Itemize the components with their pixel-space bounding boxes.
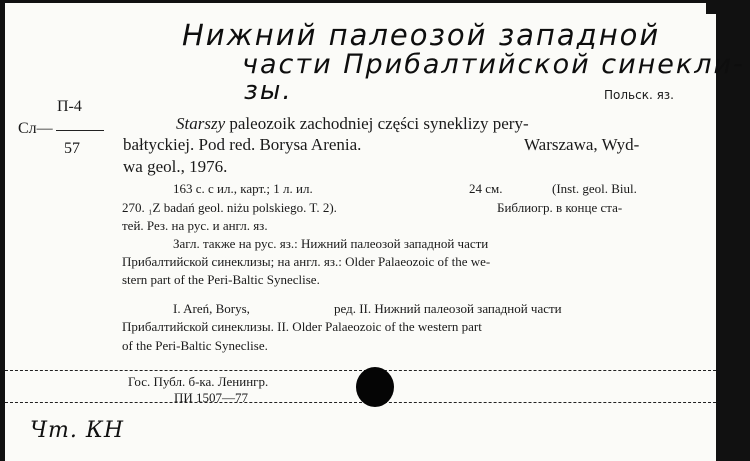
entry-title-start: paleozoik zachodniej części syneklizy pery- [229, 114, 529, 133]
separator-upper [5, 370, 716, 371]
entry-line-1 [176, 114, 529, 134]
classification-top: П-4 [57, 98, 82, 115]
classification-bottom: 57 [64, 140, 80, 157]
punch-hole [356, 367, 394, 407]
separator-lower [5, 402, 716, 403]
desc-series-cont: 270. ₁Z badań geol. niżu polskiego. T. 2). [122, 200, 337, 215]
desc-bibliography: Библиогр. в конце ста- [497, 200, 623, 215]
footer-publisher: Гос. Публ. б-ка. Ленингр. [128, 374, 269, 389]
entry-line-3: wa geol., 1976. [123, 157, 228, 176]
handwritten-title-line-2: части Прибалтийской синекли- [242, 49, 745, 80]
handwritten-signature: Чт. КН [30, 418, 125, 443]
card-edge-left [0, 0, 5, 461]
desc-alt-title-1: Загл. также на рус. яз.: Нижний палеозой западной части [173, 236, 489, 251]
handwritten-title-line-3: зы. [244, 76, 293, 106]
classification-divider [56, 130, 104, 131]
entry-title-cont: bałtyckiej. Pod red. Borysa Arenia. [123, 135, 362, 154]
entry-author-italic: Starszy [176, 114, 226, 133]
desc-alt-title-2: Прибалтийской синеклизы; на англ. яз.: Older Palaeozoic of the we- [122, 254, 491, 269]
added-entry-title: ред. II. Нижний палеозой западной части [334, 301, 562, 316]
language-note: Польск. яз. [604, 88, 674, 102]
entry-line-2 [123, 135, 361, 155]
card-edge-top [0, 0, 750, 3]
added-entry-author: I. Areń, Borys, [173, 301, 250, 316]
handwritten-title-line-1: Нижний палеозой западной [182, 18, 661, 52]
added-entry-title-3: of the Peri-Baltic Syneclise. [122, 338, 268, 353]
desc-alt-title-3: stern part of the Peri-Baltic Syneclise. [122, 272, 320, 287]
desc-series: (Inst. geol. Biul. [552, 181, 637, 196]
desc-size: 24 см. [469, 181, 503, 196]
classification-prefix: Сл— [18, 120, 53, 137]
desc-pages: 163 с. с ил., карт.; 1 л. ил. [173, 181, 313, 196]
entry-place: Warszawa, Wyd- [524, 135, 640, 154]
footer-number: ПИ 1507—77 [174, 390, 249, 405]
added-entry-title-2: Прибалтийской синеклизы. II. Older Palaeozoic of the western part [122, 319, 482, 334]
desc-summary: тей. Рез. на рус. и англ. яз. [122, 218, 268, 233]
